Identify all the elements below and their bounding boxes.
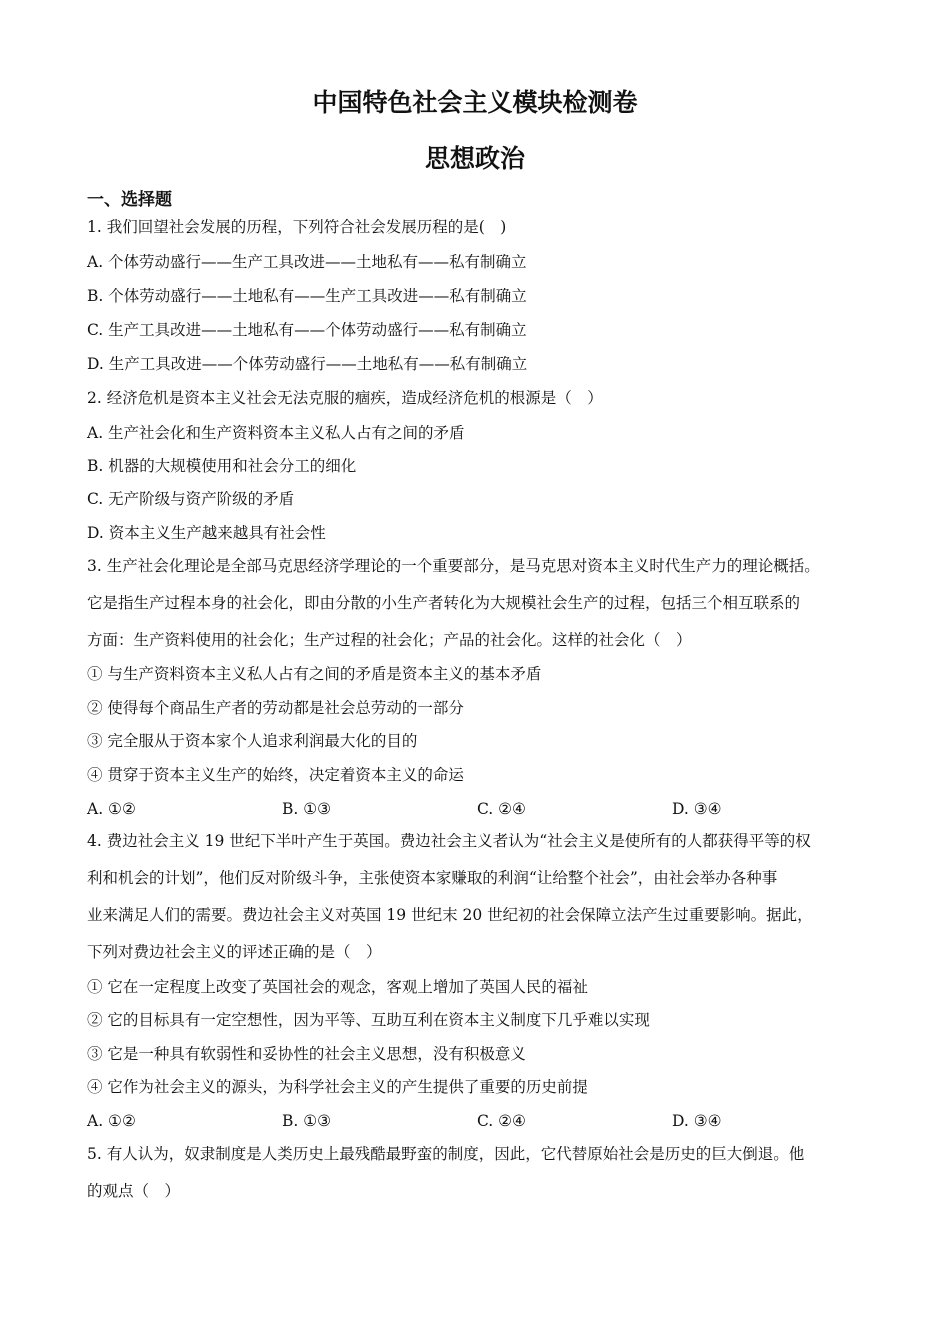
section-heading: 一、选择题 <box>87 190 172 210</box>
question-3-option-c: C. ②④ <box>477 800 526 818</box>
question-3-option-b: B. ①③ <box>282 800 332 818</box>
question-3-item-3: ③ 完全服从于资本家个人追求利润最大化的目的 <box>87 732 418 750</box>
question-4-stem-line: 业来满足人们的需要。费边社会主义对英国 19 世纪末 20 世纪初的社会保障立法产生过重要影响。据此， <box>87 906 813 924</box>
question-2-option-b: B. 机器的大规模使用和社会分工的细化 <box>87 457 357 475</box>
question-4-options <box>87 1109 867 1133</box>
question-1-option-c: C. 生产工具改进——土地私有——个体劳动盛行——私有制确立 <box>87 321 527 339</box>
question-3-option-d: D. ③④ <box>672 800 722 818</box>
question-2-option-d: D. 资本主义生产越来越具有社会性 <box>87 524 326 542</box>
question-2-stem: 2. 经济危机是资本主义社会无法克服的痼疾，造成经济危机的根源是（ ） <box>87 389 603 407</box>
question-3-item-1: ① 与生产资料资本主义私人占有之间的矛盾是资本主义的基本矛盾 <box>87 665 542 683</box>
question-2-option-a: A. 生产社会化和生产资料资本主义私人占有之间的矛盾 <box>87 424 465 442</box>
question-3-option-a: A. ①② <box>87 800 136 818</box>
question-3-item-4: ④ 贯穿于资本主义生产的始终，决定着资本主义的命运 <box>87 766 464 784</box>
question-4-option-a: A. ①② <box>87 1112 136 1130</box>
question-1-option-d: D. 生产工具改进——个体劳动盛行——土地私有——私有制确立 <box>87 355 528 373</box>
question-3-item-2: ② 使得每个商品生产者的劳动都是社会总劳动的一部分 <box>87 699 464 717</box>
question-4-stem-line: 下列对费边社会主义的评述正确的是（ ） <box>87 943 382 961</box>
question-1-option-a: A. 个体劳动盛行——生产工具改进——土地私有——私有制确立 <box>87 253 527 271</box>
question-4-item-3: ③ 它是一种具有软弱性和妥协性的社会主义思想，没有积极意义 <box>87 1045 526 1063</box>
question-3-stem-line: 3. 生产社会化理论是全部马克思经济学理论的一个重要部分，是马克思对资本主义时代生产力的理论概括。 <box>87 557 820 575</box>
exam-title: 中国特色社会主义模块检测卷 <box>312 88 638 117</box>
question-4-option-c: C. ②④ <box>477 1112 526 1130</box>
question-2-option-c: C. 无产阶级与资产阶级的矛盾 <box>87 490 295 508</box>
question-3-options <box>87 797 867 821</box>
question-5-stem-line: 的观点（ ） <box>87 1182 181 1200</box>
question-3-stem-line: 它是指生产过程本身的社会化，即由分散的小生产者转化为大规模社会生产的过程，包括三个相互联系的 <box>87 594 801 612</box>
question-5-stem-line: 5. 有人认为，奴隶制度是人类历史上最残酷最野蛮的制度，因此，它代替原始社会是历史的巨大倒退。他 <box>87 1145 805 1163</box>
question-4-stem-line: 利和机会的计划”，他们反对阶级斗争，主张使资本家赚取的利润“让给整个社会”，由社会举办各种事 <box>87 869 778 887</box>
question-4-stem-line: 4. 费边社会主义 19 世纪下半叶产生于英国。费边社会主义者认为“社会主义是使所有的人都获得平等的权 <box>87 832 811 850</box>
question-4-item-1: ① 它在一定程度上改变了英国社会的观念，客观上增加了英国人民的福祉 <box>87 978 588 996</box>
question-4-option-b: B. ①③ <box>282 1112 332 1130</box>
question-3-stem-line: 方面：生产资料使用的社会化；生产过程的社会化；产品的社会化。这样的社会化（ ） <box>87 631 692 649</box>
exam-subject: 思想政治 <box>424 144 525 173</box>
question-4-item-4: ④ 它作为社会主义的源头，为科学社会主义的产生提供了重要的历史前提 <box>87 1078 588 1096</box>
question-4-option-d: D. ③④ <box>672 1112 722 1130</box>
question-1-option-b: B. 个体劳动盛行——土地私有——生产工具改进——私有制确立 <box>87 287 527 305</box>
question-4-item-2: ② 它的目标具有一定空想性，因为平等、互助互利在资本主义制度下几乎难以实现 <box>87 1011 650 1029</box>
question-1-stem: 1. 我们回望社会发展的历程，下列符合社会发展历程的是( ) <box>87 218 507 236</box>
